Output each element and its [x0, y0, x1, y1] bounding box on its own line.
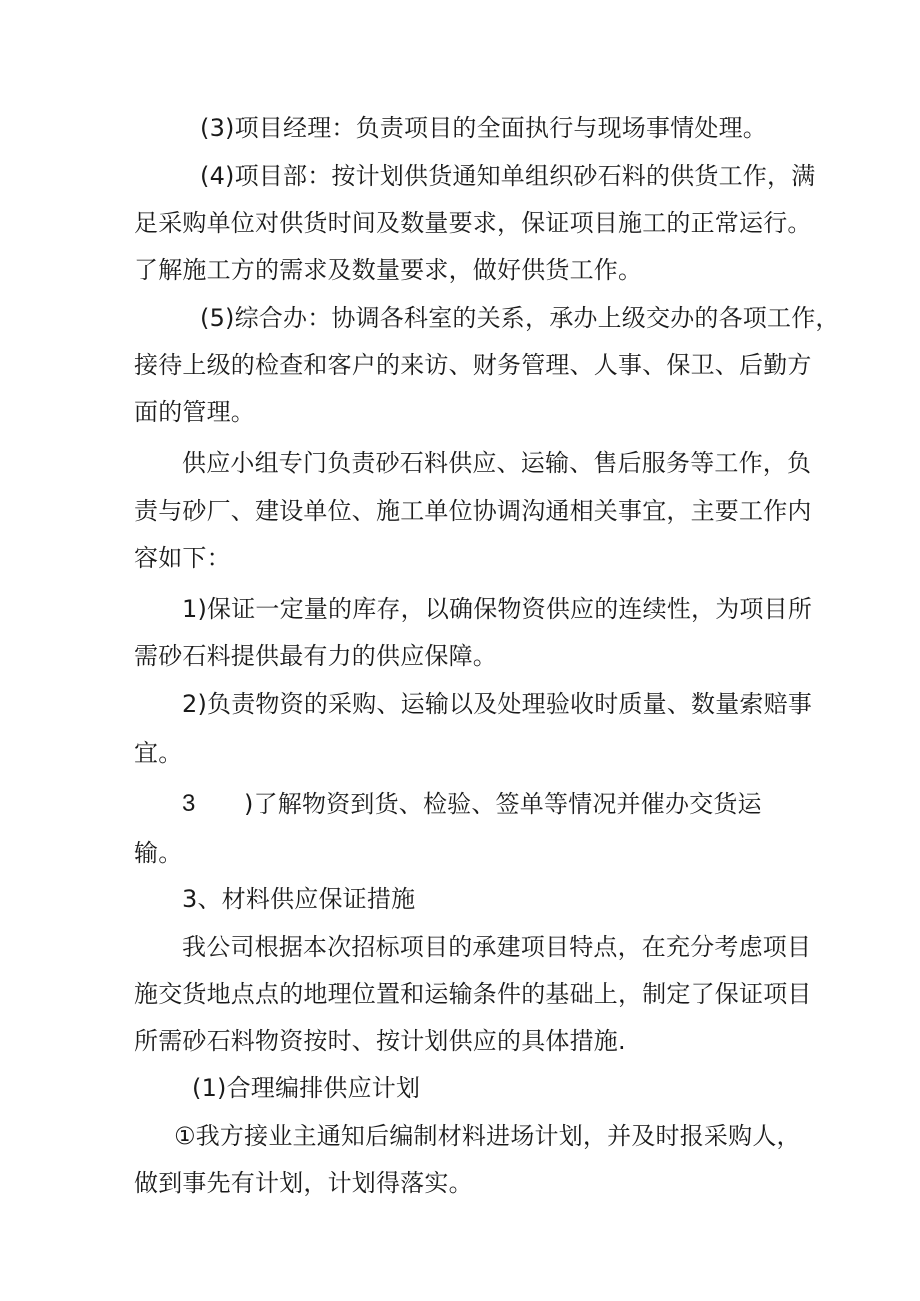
paragraph-line: 供应小组专门负责砂石料供应、运输、售后服务等工作，负 [182, 449, 812, 477]
paragraph-line: 做到事先有计划，计划得落实。 [134, 1169, 473, 1197]
paragraph-line: 需砂石料提供最有力的供应保障。 [134, 642, 497, 670]
paragraph-line: 面的管理。 [134, 398, 255, 426]
list-number: 3 [182, 790, 196, 817]
paragraph-line: )了解物资到货、检验、签单等情况并催办交货运 [244, 790, 762, 818]
paragraph-line: ①我方接业主通知后编制材料进场计划，并及时报采购人， [174, 1122, 801, 1150]
paragraph-line: 责与砂厂、建设单位、施工单位协调沟通相关事宜，主要工作内 [134, 497, 812, 525]
paragraph-line: 施交货地点点的地理位置和运输条件的基础上，制定了保证项目 [134, 980, 812, 1008]
subsection-heading: (1)合理编排供应计划 [192, 1074, 421, 1102]
paragraph-line: 2)负责物资的采购、运输以及处理验收时质量、数量索赔事 [182, 690, 813, 718]
paragraph-line: 容如下： [134, 544, 231, 572]
paragraph-line: (3)项目经理：负责项目的全面执行与现场事情处理。 [200, 114, 767, 142]
paragraph-line: 了解施工方的需求及数量要求，做好供货工作。 [134, 256, 643, 284]
paragraph-line: 接待上级的检查和客户的来访、财务管理、人事、保卫、后勤方 [134, 351, 812, 379]
paragraph-line: (4)项目部：按计划供货通知单组织砂石料的供货工作，满 [200, 162, 816, 190]
paragraph-line: 宜。 [134, 739, 183, 767]
paragraph-line: 1)保证一定量的库存，以确保物资供应的连续性，为项目所 [182, 595, 813, 623]
paragraph-line: 我公司根据本次招标项目的承建项目特点，在充分考虑项目 [182, 933, 812, 961]
paragraph-line: 足采购单位对供货时间及数量要求，保证项目施工的正常运行。 [134, 209, 812, 237]
section-heading: 3、材料供应保证措施 [182, 885, 416, 913]
paragraph-line: 所需砂石料物资按时、按计划供应的具体措施. [134, 1027, 626, 1055]
paragraph-line: 输。 [134, 839, 183, 867]
paragraph-line: (5)综合办：协调各科室的关系，承办上级交办的各项工作， [200, 304, 840, 332]
